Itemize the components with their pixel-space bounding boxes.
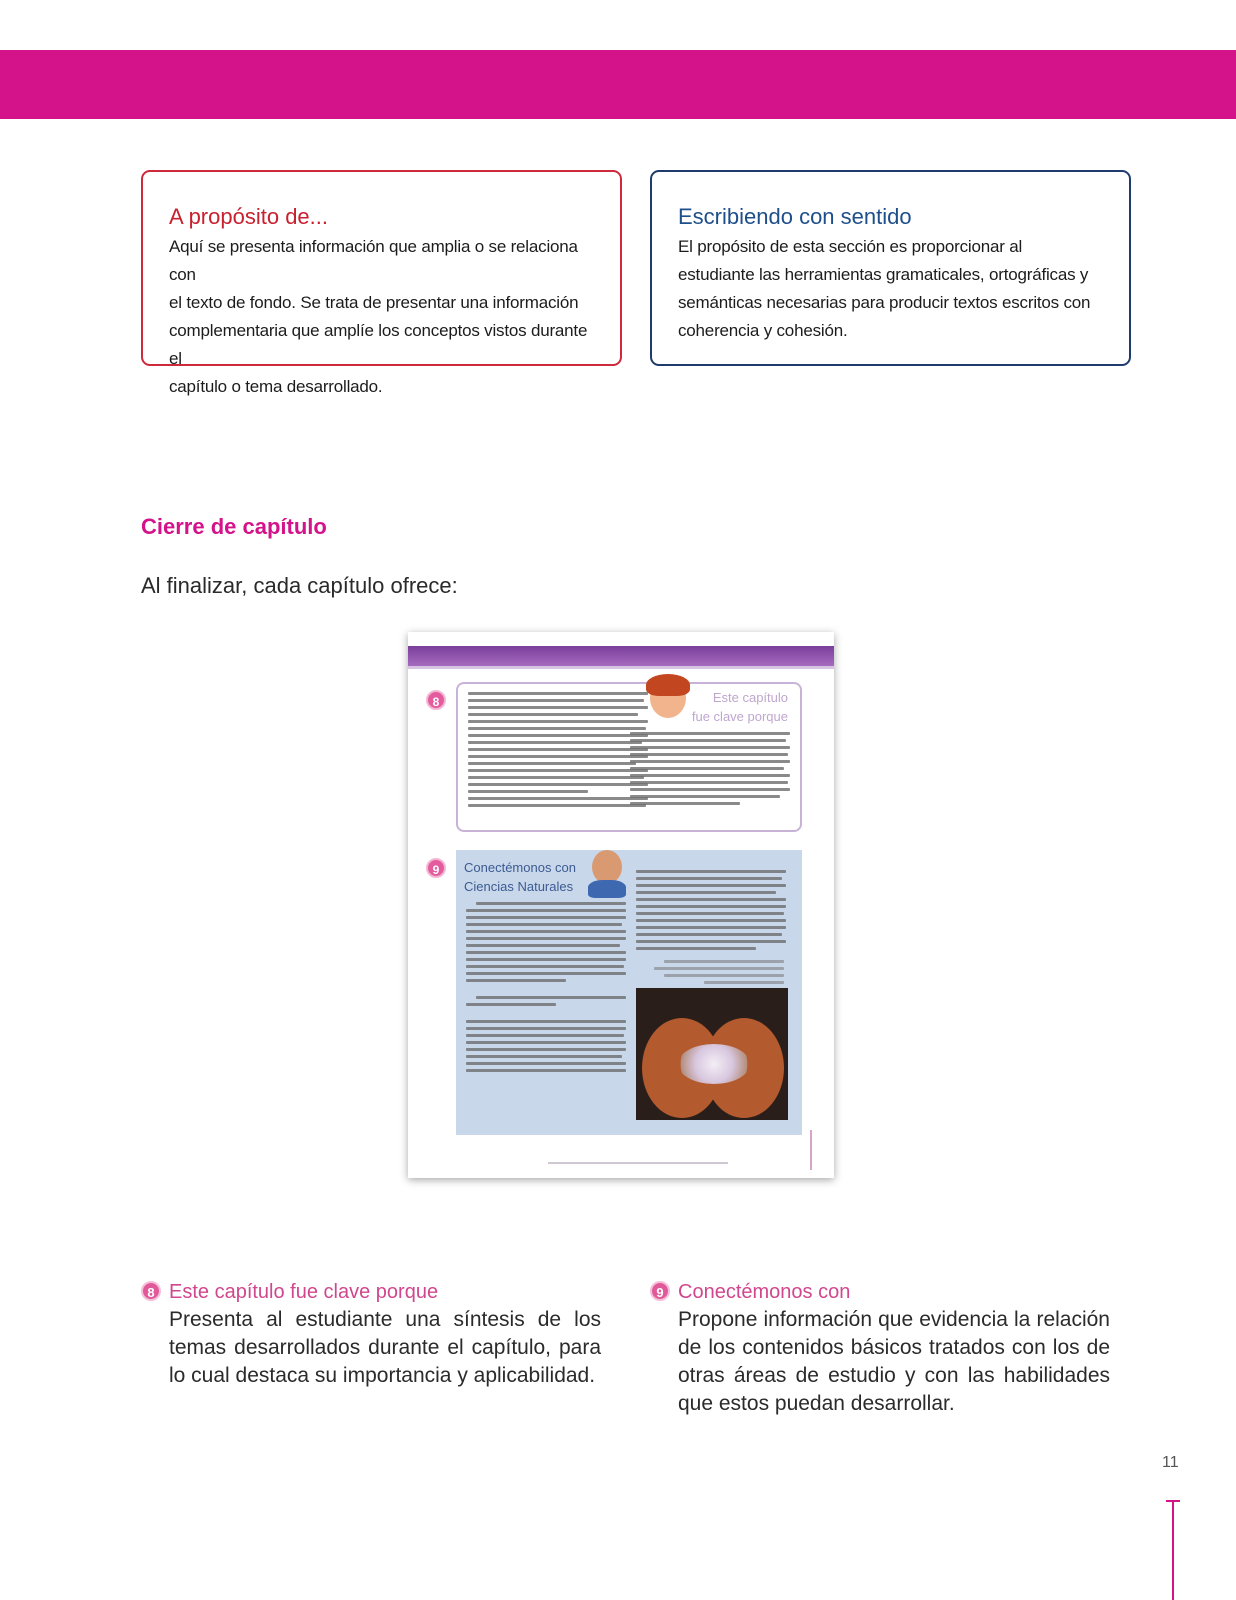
section-title: Cierre de capítulo (141, 514, 327, 539)
escribiendo-title: Escribiendo con sentido (678, 204, 912, 229)
thumbnail-box-clave-title-1: Este capítulo (712, 690, 788, 705)
boy-illustration-icon (592, 850, 622, 884)
escribiendo-line-2: estudiante las herramientas gramaticales, ortográficas y (678, 265, 1089, 284)
escribiendo-line-1: El propósito de esta sección es proporcionar al (678, 237, 1023, 256)
thumbnail-number-8: 8 (426, 690, 446, 710)
item-clave-text: Presenta al estudiante una síntesis de los temas desarrollados durante el capítulo, para lo cual destaca su importancia y aplicabilidad. (169, 1308, 601, 1387)
girl-hair-icon (646, 674, 690, 696)
a-proposito-line-1: Aquí se presenta información que amplia o se relaciona con (169, 237, 578, 284)
item-clave-title: Este capítulo fue clave porque (169, 1281, 439, 1303)
thumbnail-footer-line (548, 1162, 728, 1164)
thumbnail-box-clave-title-2: fue clave porque (691, 709, 788, 724)
page-marker-line (1172, 1500, 1174, 1600)
thumbnail-box-clave-title (692, 688, 788, 726)
thumbnail-text-col-2 (630, 732, 790, 809)
boy-shirt-icon (588, 880, 626, 898)
item-conectemonos-text: Propone información que evidencia la relación de los contenidos básicos tratados con los de otras áreas de estudio y con las habilidades que estos puedan desarrollar. (678, 1308, 1110, 1415)
thumbnail-box-conectemonos-title (464, 858, 576, 896)
a-proposito-box (141, 170, 622, 396)
chapter-page-thumbnail (408, 632, 834, 1178)
item-conectemonos-title: Conectémonos con (678, 1281, 851, 1303)
thumbnail-header-bar (408, 646, 834, 666)
thumbnail-box-clave (456, 682, 802, 832)
thumbnail-number-9: 9 (426, 858, 446, 878)
diamonds-shape (678, 1044, 750, 1084)
thumbnail-text-col-1 (468, 692, 648, 811)
item-clave (141, 1280, 601, 1390)
a-proposito-title: A propósito de... (169, 204, 328, 229)
thumbnail-box-conectemonos-title-2: Ciencias Naturales (464, 879, 574, 894)
item-clave-number: 8 (141, 1281, 161, 1301)
thumbnail-page-marker (810, 1130, 812, 1170)
page-number: 11 (1162, 1454, 1179, 1471)
thumbnail-box-conectemonos-title-1: Conectémonos con (464, 860, 577, 875)
thumbnail-text-col-3 (466, 902, 626, 1076)
escribiendo-box (650, 170, 1131, 366)
a-proposito-line-3: complementaria que amplíe los conceptos vistos durante el (169, 321, 588, 368)
thumbnail-box-conectemonos (456, 850, 802, 1135)
hands-with-diamonds-photo (636, 988, 788, 1120)
escribiendo-line-3: semánticas necesarias para producir textos escritos con (678, 293, 1091, 312)
section-intro: Al finalizar, cada capítulo ofrece: (141, 573, 458, 598)
a-proposito-line-2: el texto de fondo. Se trata de presentar una información (169, 293, 579, 312)
thumbnail-text-col-4 (636, 870, 786, 988)
item-conectemonos (650, 1280, 1110, 1418)
item-conectemonos-number: 9 (650, 1281, 670, 1301)
header-bar (0, 50, 1236, 119)
escribiendo-line-4: coherencia y cohesión. (678, 321, 848, 340)
a-proposito-line-4: capítulo o tema desarrollado. (169, 377, 383, 396)
